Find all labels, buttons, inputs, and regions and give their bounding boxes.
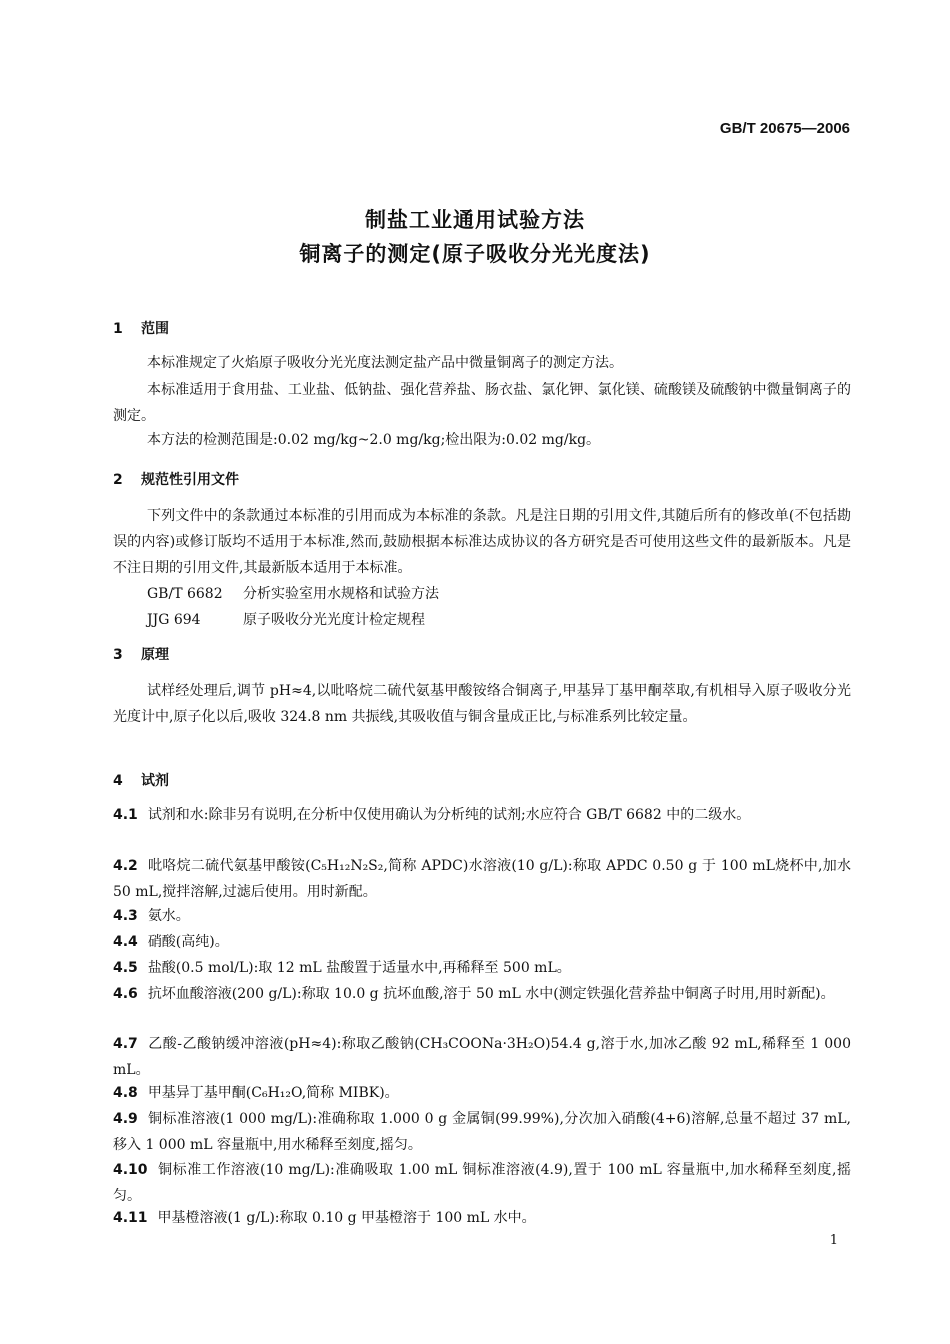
paragraph: 本标准适用于食用盐、工业盐、低钠盐、强化营养盐、肠衣盐、氯化钾、氯化镁、硫酸镁及硫酸钠中微量铜离子的测定。 [113, 382, 851, 424]
reagent-item [113, 1106, 851, 1158]
section-heading-scope [113, 318, 169, 338]
section-title: 范围 [141, 321, 169, 337]
reagent-item [113, 853, 851, 905]
reagent-item [113, 1205, 851, 1231]
reference-item [147, 609, 425, 629]
section-number: 1 [113, 321, 123, 337]
item-text: 氨水。 [147, 908, 190, 924]
section-number: 2 [113, 472, 123, 488]
item-text: 甲基橙溶液(1 g/L):称取 0.10 g 甲基橙溶于 100 mL 水中。 [157, 1210, 536, 1226]
section-title: 试剂 [141, 773, 169, 789]
reference-code: GB/T 6682 [147, 586, 223, 602]
item-number: 4.3 [113, 908, 138, 924]
item-number: 4.2 [113, 858, 138, 874]
item-number: 4.10 [113, 1162, 148, 1178]
reagent-item [113, 903, 851, 929]
reference-item [147, 583, 439, 603]
item-number: 4.1 [113, 807, 138, 823]
reagent-item [113, 1080, 851, 1106]
item-text: 试剂和水:除非另有说明,在分析中仅使用确认为分析纯的试剂;水应符合 GB/T 6682 中的二级水。 [147, 807, 751, 823]
item-text: 抗坏血酸溶液(200 g/L):称取 10.0 g 抗坏血酸,溶于 50 mL 水中(测定铁强化营养盐中铜离子时用,用时新配)。 [147, 986, 835, 1002]
item-number: 4.9 [113, 1111, 138, 1127]
item-number: 4.8 [113, 1085, 138, 1101]
standard-number: GB/T 20675—2006 [719, 120, 850, 137]
section-heading-normative-references [113, 469, 239, 489]
section-title: 规范性引用文件 [141, 472, 239, 488]
item-text: 乙酸-乙酸钠缓冲溶液(pH≈4):称取乙酸钠(CH₃COONa·3H₂O)54.4 g,溶于水,加冰乙酸 92 mL,稀释至 1 000 mL。 [113, 1036, 851, 1078]
reagent-item [113, 929, 851, 955]
reagent-item [113, 955, 851, 981]
reagent-item [113, 802, 851, 828]
paragraph: 本标准规定了火焰原子吸收分光光度法测定盐产品中微量铜离子的测定方法。 [147, 355, 623, 371]
paragraph: 本方法的检测范围是:0.02 mg/kg~2.0 mg/kg;检出限为:0.02 mg/kg。 [147, 432, 601, 448]
item-number: 4.7 [113, 1036, 138, 1052]
item-number: 4.6 [113, 986, 138, 1002]
section-number: 3 [113, 647, 123, 663]
item-number: 4.4 [113, 934, 138, 950]
reagent-item [113, 981, 851, 1007]
document-title: 制盐工业通用试验方法 [365, 208, 585, 232]
item-text: 铜标准工作溶液(10 mg/L):准确吸取 1.00 mL 铜标准溶液(4.9),置于 100 mL 容量瓶中,加水稀释至刻度,摇匀。 [113, 1162, 851, 1204]
page-number: 1 [829, 1233, 838, 1248]
item-number: 4.5 [113, 960, 138, 976]
reference-title: 原子吸收分光光度计检定规程 [243, 612, 425, 628]
reagent-item [113, 1031, 851, 1083]
section-title: 原理 [141, 647, 169, 663]
paragraph: 试样经处理后,调节 pH≈4,以吡咯烷二硫代氨基甲酸铵络合铜离子,甲基异丁基甲酮萃取,有机相导入原子吸收分光光度计中,原子化以后,吸收 324.8 nm 共振线,其吸收值与铜含量成正比,与标准系列比较定量。 [113, 683, 851, 725]
document-subtitle: 铜离子的测定(原子吸收分光光度法) [299, 242, 651, 266]
section-number: 4 [113, 773, 123, 789]
paragraph: 下列文件中的条款通过本标准的引用而成为本标准的条款。凡是注日期的引用文件,其随后所有的修改单(不包括勘误的内容)或修订版均不适用于本标准,然而,鼓励根据本标准达成协议的各方研究是否可使用这些文件的最新版本。凡是不注日期的引用文件,其最新版本适用于本标准。 [113, 508, 851, 576]
item-text: 吡咯烷二硫代氨基甲酸铵(C₅H₁₂N₂S₂,简称 APDC)水溶液(10 g/L):称取 APDC 0.50 g 于 100 mL烧杯中,加水 50 mL,搅拌溶解,过滤后使用。用时新配。 [113, 858, 851, 900]
reference-code: JJG 694 [147, 612, 201, 628]
reagent-item [113, 1157, 851, 1209]
item-text: 铜标准溶液(1 000 mg/L):准确称取 1.000 0 g 金属铜(99.99%),分次加入硝酸(4+6)溶解,总量不超过 37 mL,移入 1 000 mL 容量瓶中,用水稀释至刻度,摇匀。 [113, 1111, 851, 1153]
item-text: 甲基异丁基甲酮(C₆H₁₂O,简称 MIBK)。 [147, 1085, 399, 1101]
reference-title: 分析实验室用水规格和试验方法 [243, 586, 439, 602]
item-text: 盐酸(0.5 mol/L):取 12 mL 盐酸置于适量水中,再稀释至 500 mL。 [147, 960, 571, 976]
section-heading-reagents [113, 770, 169, 790]
item-number: 4.11 [113, 1210, 148, 1226]
section-heading-principle [113, 644, 169, 664]
item-text: 硝酸(高纯)。 [147, 934, 229, 950]
